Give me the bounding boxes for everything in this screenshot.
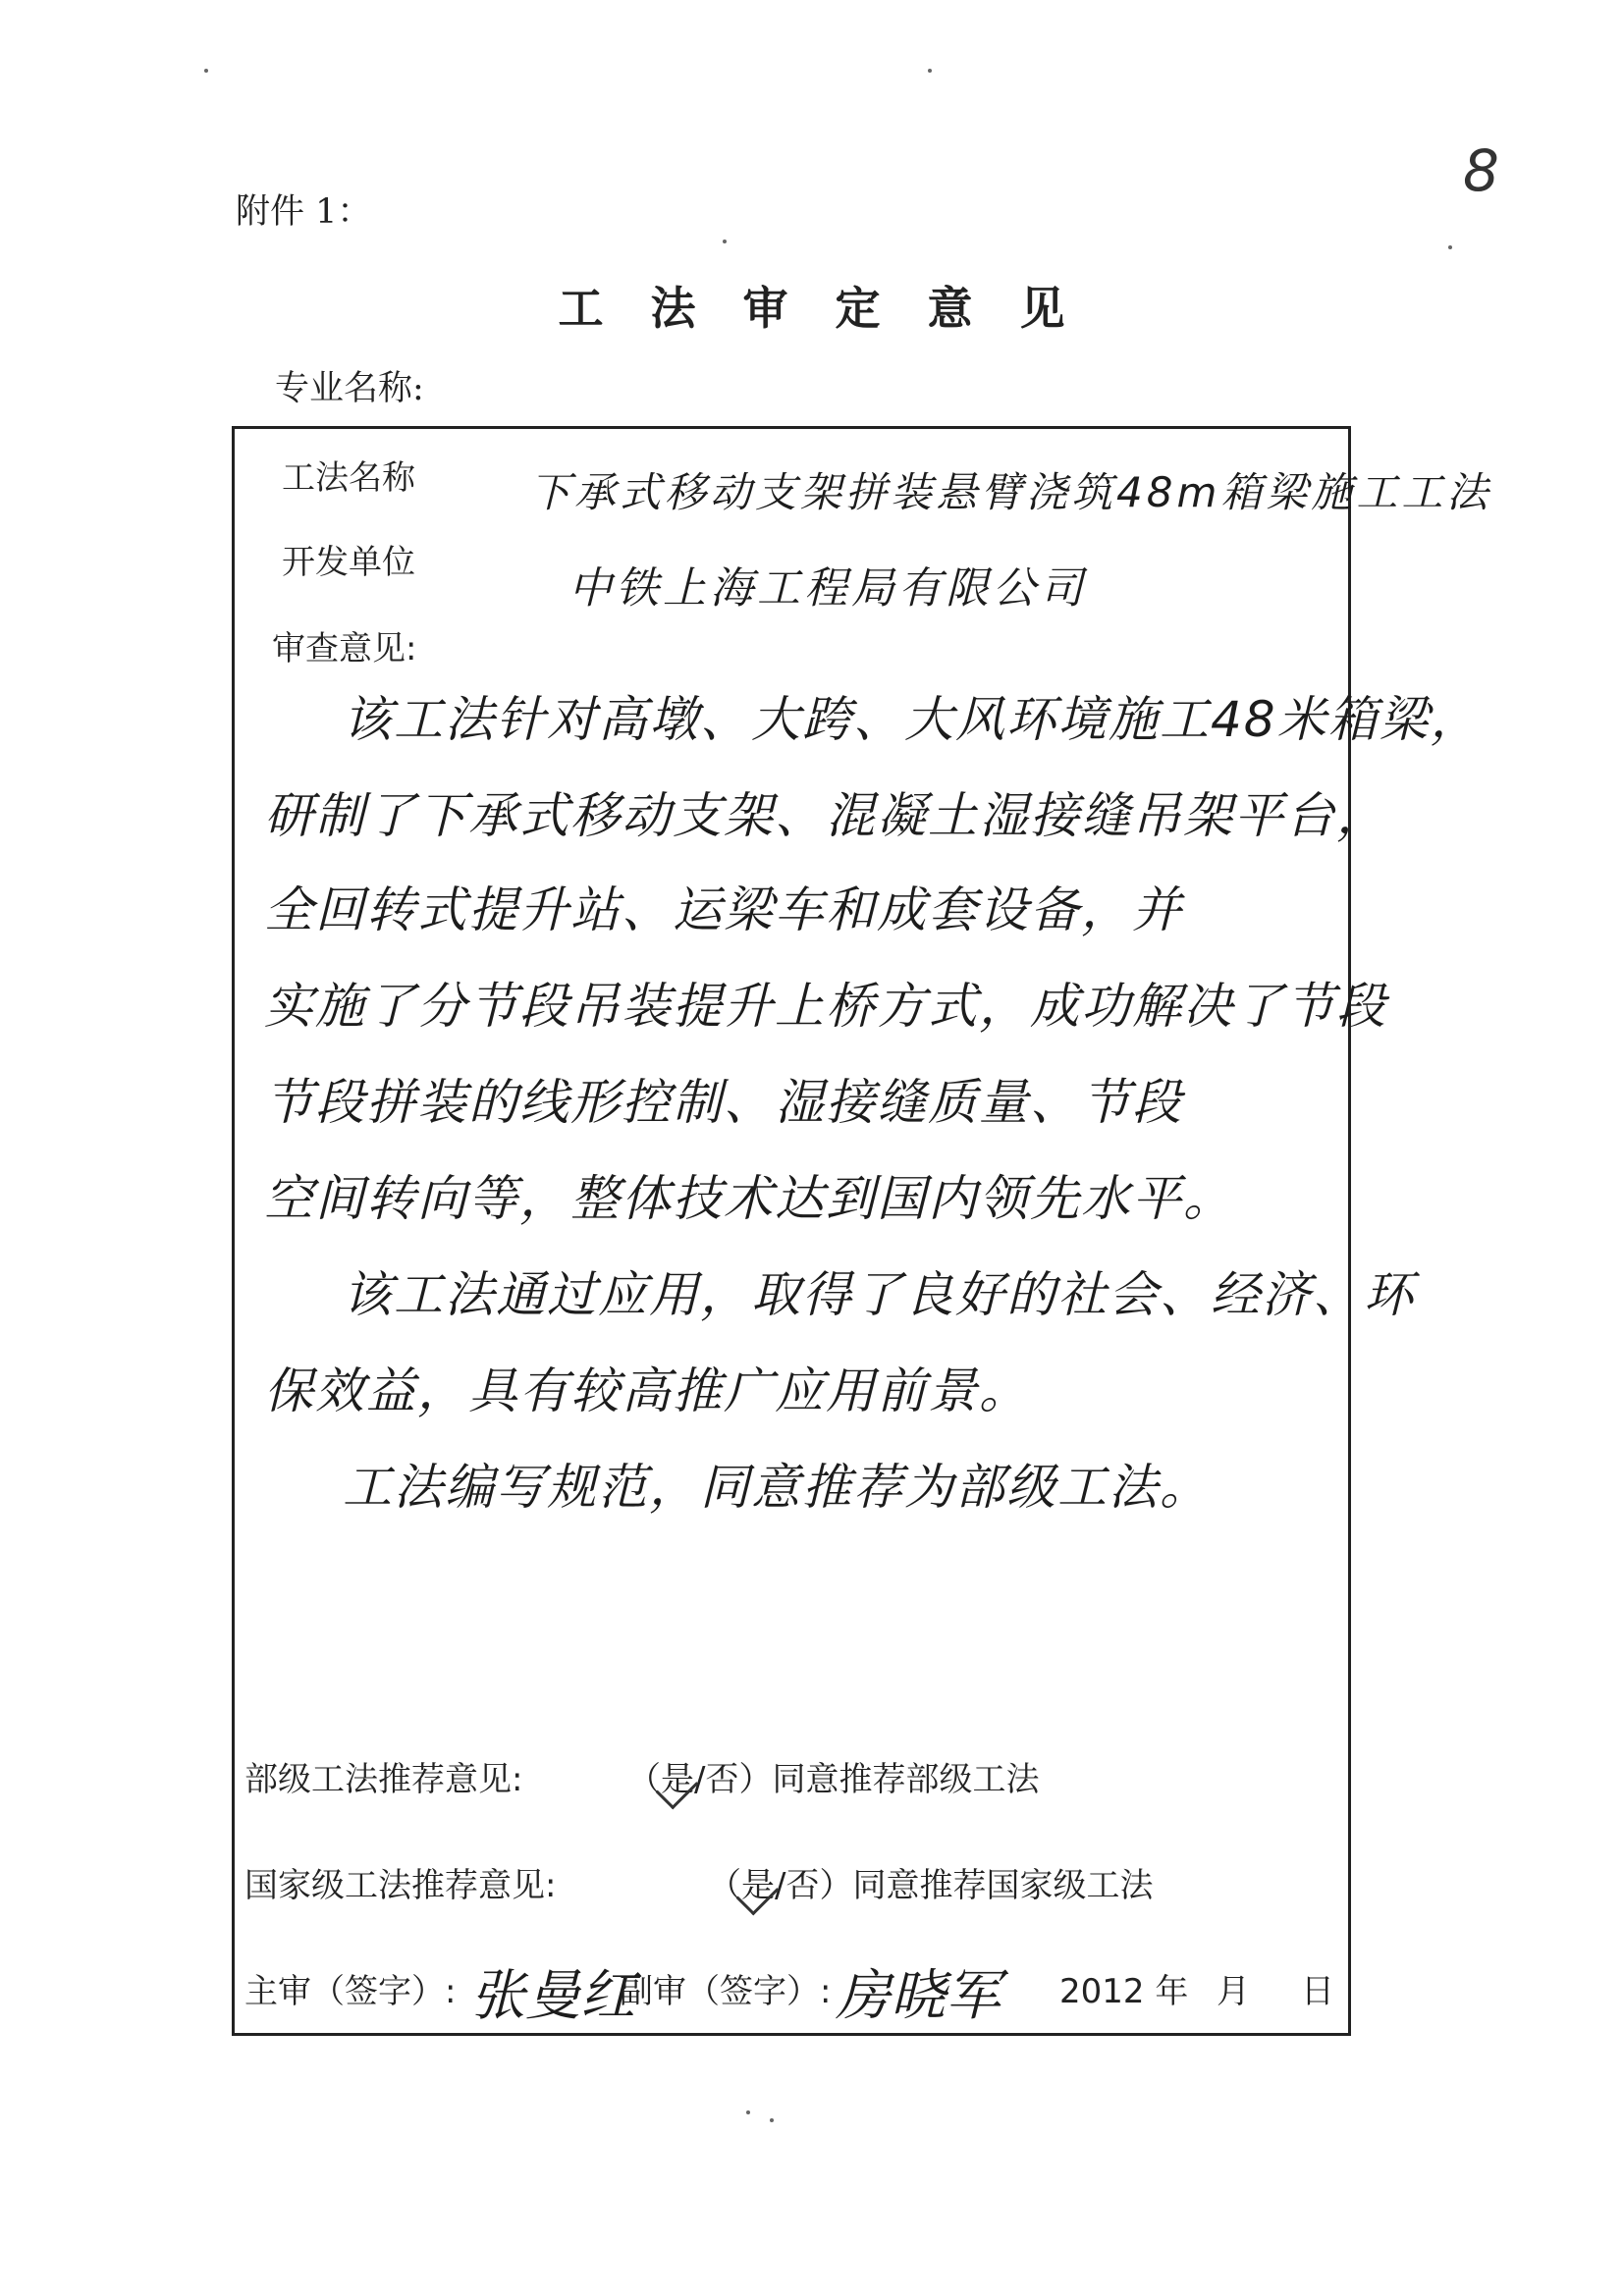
deputy-reviewer-signature: 房晓军 <box>836 1964 1001 2028</box>
scan-speck <box>746 2110 750 2114</box>
opinion-line: 该工法通过应用，取得了良好的社会、经济、环 <box>343 1266 1415 1323</box>
national-recommendation-choice: （是/否）同意推荐国家级工法 <box>708 1866 1154 1905</box>
date-month: 月 <box>1217 1972 1250 2011</box>
scan-speck <box>770 2118 774 2122</box>
chief-reviewer-signature: 张曼红 <box>470 1964 635 2028</box>
developer-label: 开发单位 <box>282 543 415 582</box>
scan-speck <box>1448 245 1452 249</box>
opinion-line: 工法编写规范，同意推荐为部级工法。 <box>343 1459 1211 1516</box>
attachment-label: 附件 1： <box>236 192 372 232</box>
scan-speck <box>928 69 932 73</box>
page-number: 8 <box>1463 137 1499 204</box>
review-opinion-label: 审查意见: <box>272 629 417 668</box>
national-recommendation-label: 国家级工法推荐意见: <box>244 1866 557 1905</box>
ministry-recommendation-label: 部级工法推荐意见: <box>244 1760 523 1799</box>
deputy-reviewer-label: 副审（签字）: <box>620 1972 832 2011</box>
opinion-line: 空间转向等，整体技术达到国内领先水平。 <box>264 1170 1234 1227</box>
opinion-line: 该工法针对高墩、大跨、大风环境施工48米箱梁， <box>343 691 1482 748</box>
opinion-line: 研制了下承式移动支架、混凝土湿接缝吊架平台， <box>264 787 1387 844</box>
opinion-line: 保效益，具有较高推广应用前景。 <box>264 1362 1030 1419</box>
date-day: 日 <box>1301 1972 1334 2011</box>
method-name-value: 下承式移动支架拼装悬臂浇筑48m箱梁施工工法 <box>529 468 1492 516</box>
date-year: 2012 年 <box>1059 1972 1189 2011</box>
chief-reviewer-label: 主审（签字）: <box>244 1972 457 2011</box>
opinion-line: 全回转式提升站、运梁车和成套设备，并 <box>264 881 1183 938</box>
opinion-line: 节段拼装的线形控制、湿接缝质量、节段 <box>264 1074 1183 1131</box>
method-name-label: 工法名称 <box>282 458 415 498</box>
opinion-line: 实施了分节段吊装提升上桥方式，成功解决了节段 <box>264 978 1387 1035</box>
review-form <box>232 426 1492 2036</box>
specialty-label: 专业名称: <box>275 369 424 408</box>
scan-speck <box>723 240 727 243</box>
developer-value: 中铁上海工程局有限公司 <box>568 563 1087 614</box>
scan-speck <box>204 69 208 73</box>
form-title: 工法审定意见 <box>558 282 1112 335</box>
ministry-recommendation-choice: （是/否）同意推荐部级工法 <box>627 1760 1040 1799</box>
